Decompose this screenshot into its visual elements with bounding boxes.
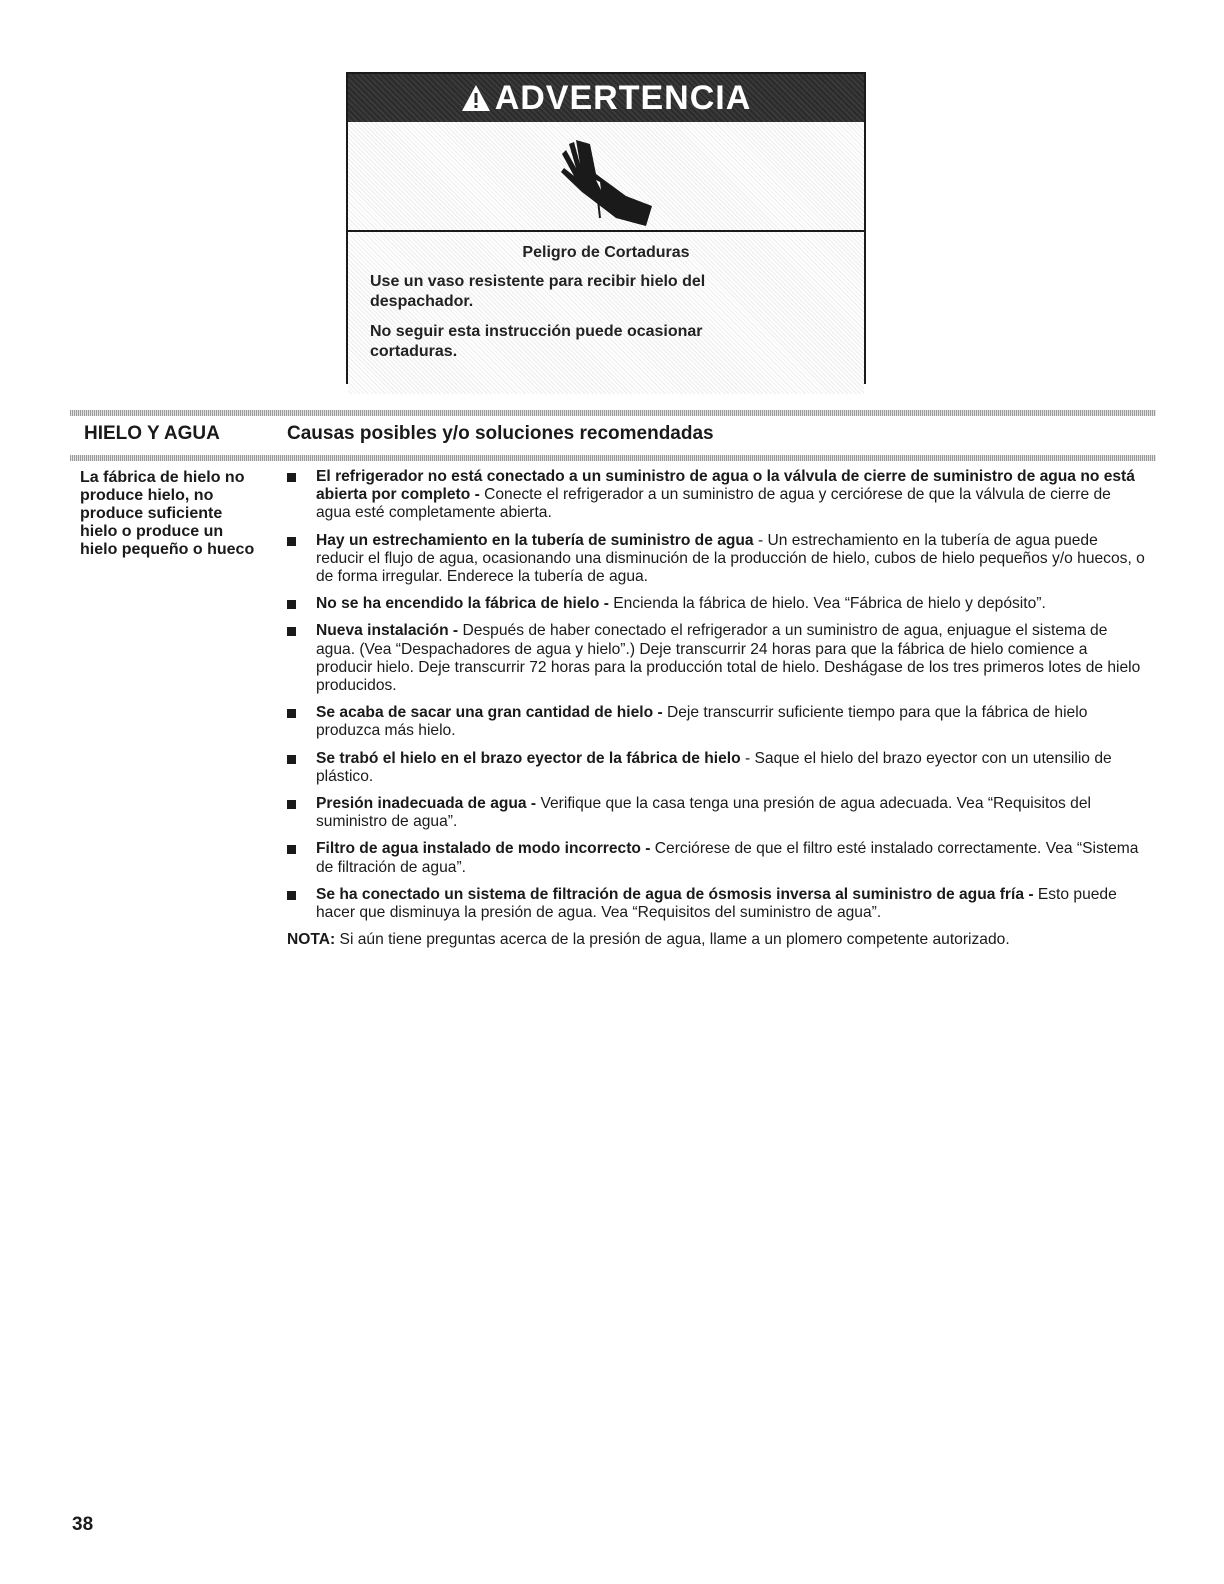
table-header-rule: [70, 455, 1156, 461]
warning-consequence: No seguir esta instrucción puede ocasionar cortaduras.: [370, 323, 703, 360]
cause-title: Nueva instalación -: [316, 622, 463, 640]
bullet-icon: [287, 755, 296, 764]
table-header-problem: HIELO Y AGUA: [84, 423, 220, 444]
warning-banner-text: ADVERTENCIA: [494, 78, 752, 117]
bullet-icon: [287, 473, 296, 482]
warning-title: Peligro de Cortaduras: [522, 244, 690, 261]
warning-banner: [348, 74, 864, 122]
cause-title: Presión inadecuada de agua -: [316, 795, 541, 813]
table-top-rule: [70, 410, 1156, 416]
table-header-causes: Causas posibles y/o soluciones recomendadas: [287, 423, 714, 444]
cause-title: Se acaba de sacar una gran cantidad de hielo -: [316, 704, 667, 722]
list-item: [287, 468, 1147, 523]
warning-icon-area: [348, 122, 864, 232]
cause-text: Verifique que la casa tenga una presión de agua adecuada. Vea “Requisitos del suministro de agua”.: [316, 795, 1091, 831]
bullet-icon: [287, 600, 296, 609]
list-item: [287, 840, 1147, 876]
page-number: 38: [72, 1514, 94, 1535]
warning-body: [348, 232, 864, 394]
bullet-icon: [287, 627, 296, 636]
problem-description: La fábrica de hielo no produce hielo, no produce suficiente hielo o produce un hielo pequeño o hueco: [80, 469, 255, 558]
cause-text: Deje transcurrir suficiente tiempo para que la fábrica de hielo produzca más hielo.: [316, 704, 1088, 740]
cut-hand-icon: [556, 130, 656, 226]
list-item: [287, 704, 1147, 740]
cause-text: Esto puede hacer que disminuya la presión de agua. Vea “Requisitos del suministro de agua”.: [316, 885, 1117, 922]
cause-text: Después de haber conectado el refrigerador a un suministro de agua, enjuague el sistema de agua. (Vea “Despachadores de agua y hielo”.) Deje transcurrir 24 horas para que la fábrica de hielo comience a producir hielo. Deje transcurrir 72 horas para la producción total de hielo. Deshágase de los tres primeros lotes de hielo producidos.: [316, 622, 1141, 695]
list-item: [287, 622, 1147, 695]
warning-instruction: Use un vaso resistente para recibir hielo del despachador.: [370, 273, 706, 310]
warning-box: [346, 72, 866, 384]
causes-list: [287, 468, 1147, 949]
list-item: [287, 595, 1147, 613]
bullet-icon: [287, 709, 296, 718]
cause-text: - Saque el hielo del brazo eyector con un utensilio de plástico.: [316, 749, 1112, 785]
note-label: NOTA:: [287, 931, 336, 949]
note-text: Si aún tiene preguntas acerca de la presión de agua, llame a un plomero competente autorizado.: [335, 931, 1010, 949]
cause-text: - Un estrechamiento en la tubería de agua puede reducir el flujo de agua, ocasionando una disminución de la producción de hielo, cubos de hielo pequeños y/o huecos, o de forma irregular. Enderece la tubería de agua.: [316, 531, 1145, 586]
cause-title: El refrigerador no está conectado a un suministro de agua o la válvula de cierre de suministro de agua no está abierta por completo -: [316, 468, 1135, 504]
list-item: [287, 532, 1147, 587]
warning-triangle-icon: [461, 83, 491, 113]
list-item: [287, 750, 1147, 786]
list-item: [287, 795, 1147, 831]
cause-title: No se ha encendido la fábrica de hielo -: [316, 595, 614, 613]
cause-title: Hay un estrechamiento en la tubería de suministro de agua: [316, 531, 754, 549]
cause-title: Se trabó el hielo en el brazo eyector de la fábrica de hielo: [316, 749, 741, 767]
note: [287, 931, 1147, 949]
cause-title: Se ha conectado un sistema de filtración de agua de ósmosis inversa al suministro de agua fría -: [316, 885, 1038, 903]
bullet-icon: [287, 845, 296, 854]
cause-text: Conecte el refrigerador a un suministro de agua y cerciórese de que la válvula de cierre de agua esté completamente abierta.: [316, 486, 1111, 522]
bullet-icon: [287, 891, 296, 900]
list-item: [287, 886, 1147, 922]
cause-title: Filtro de agua instalado de modo incorrecto -: [316, 840, 655, 858]
bullet-icon: [287, 537, 296, 546]
bullet-icon: [287, 800, 296, 809]
cause-text: Cerciórese de que el filtro esté instalado correctamente. Vea “Sistema de filtración de agua”.: [316, 840, 1139, 876]
cause-text: Encienda la fábrica de hielo. Vea “Fábrica de hielo y depósito”.: [613, 595, 1046, 613]
